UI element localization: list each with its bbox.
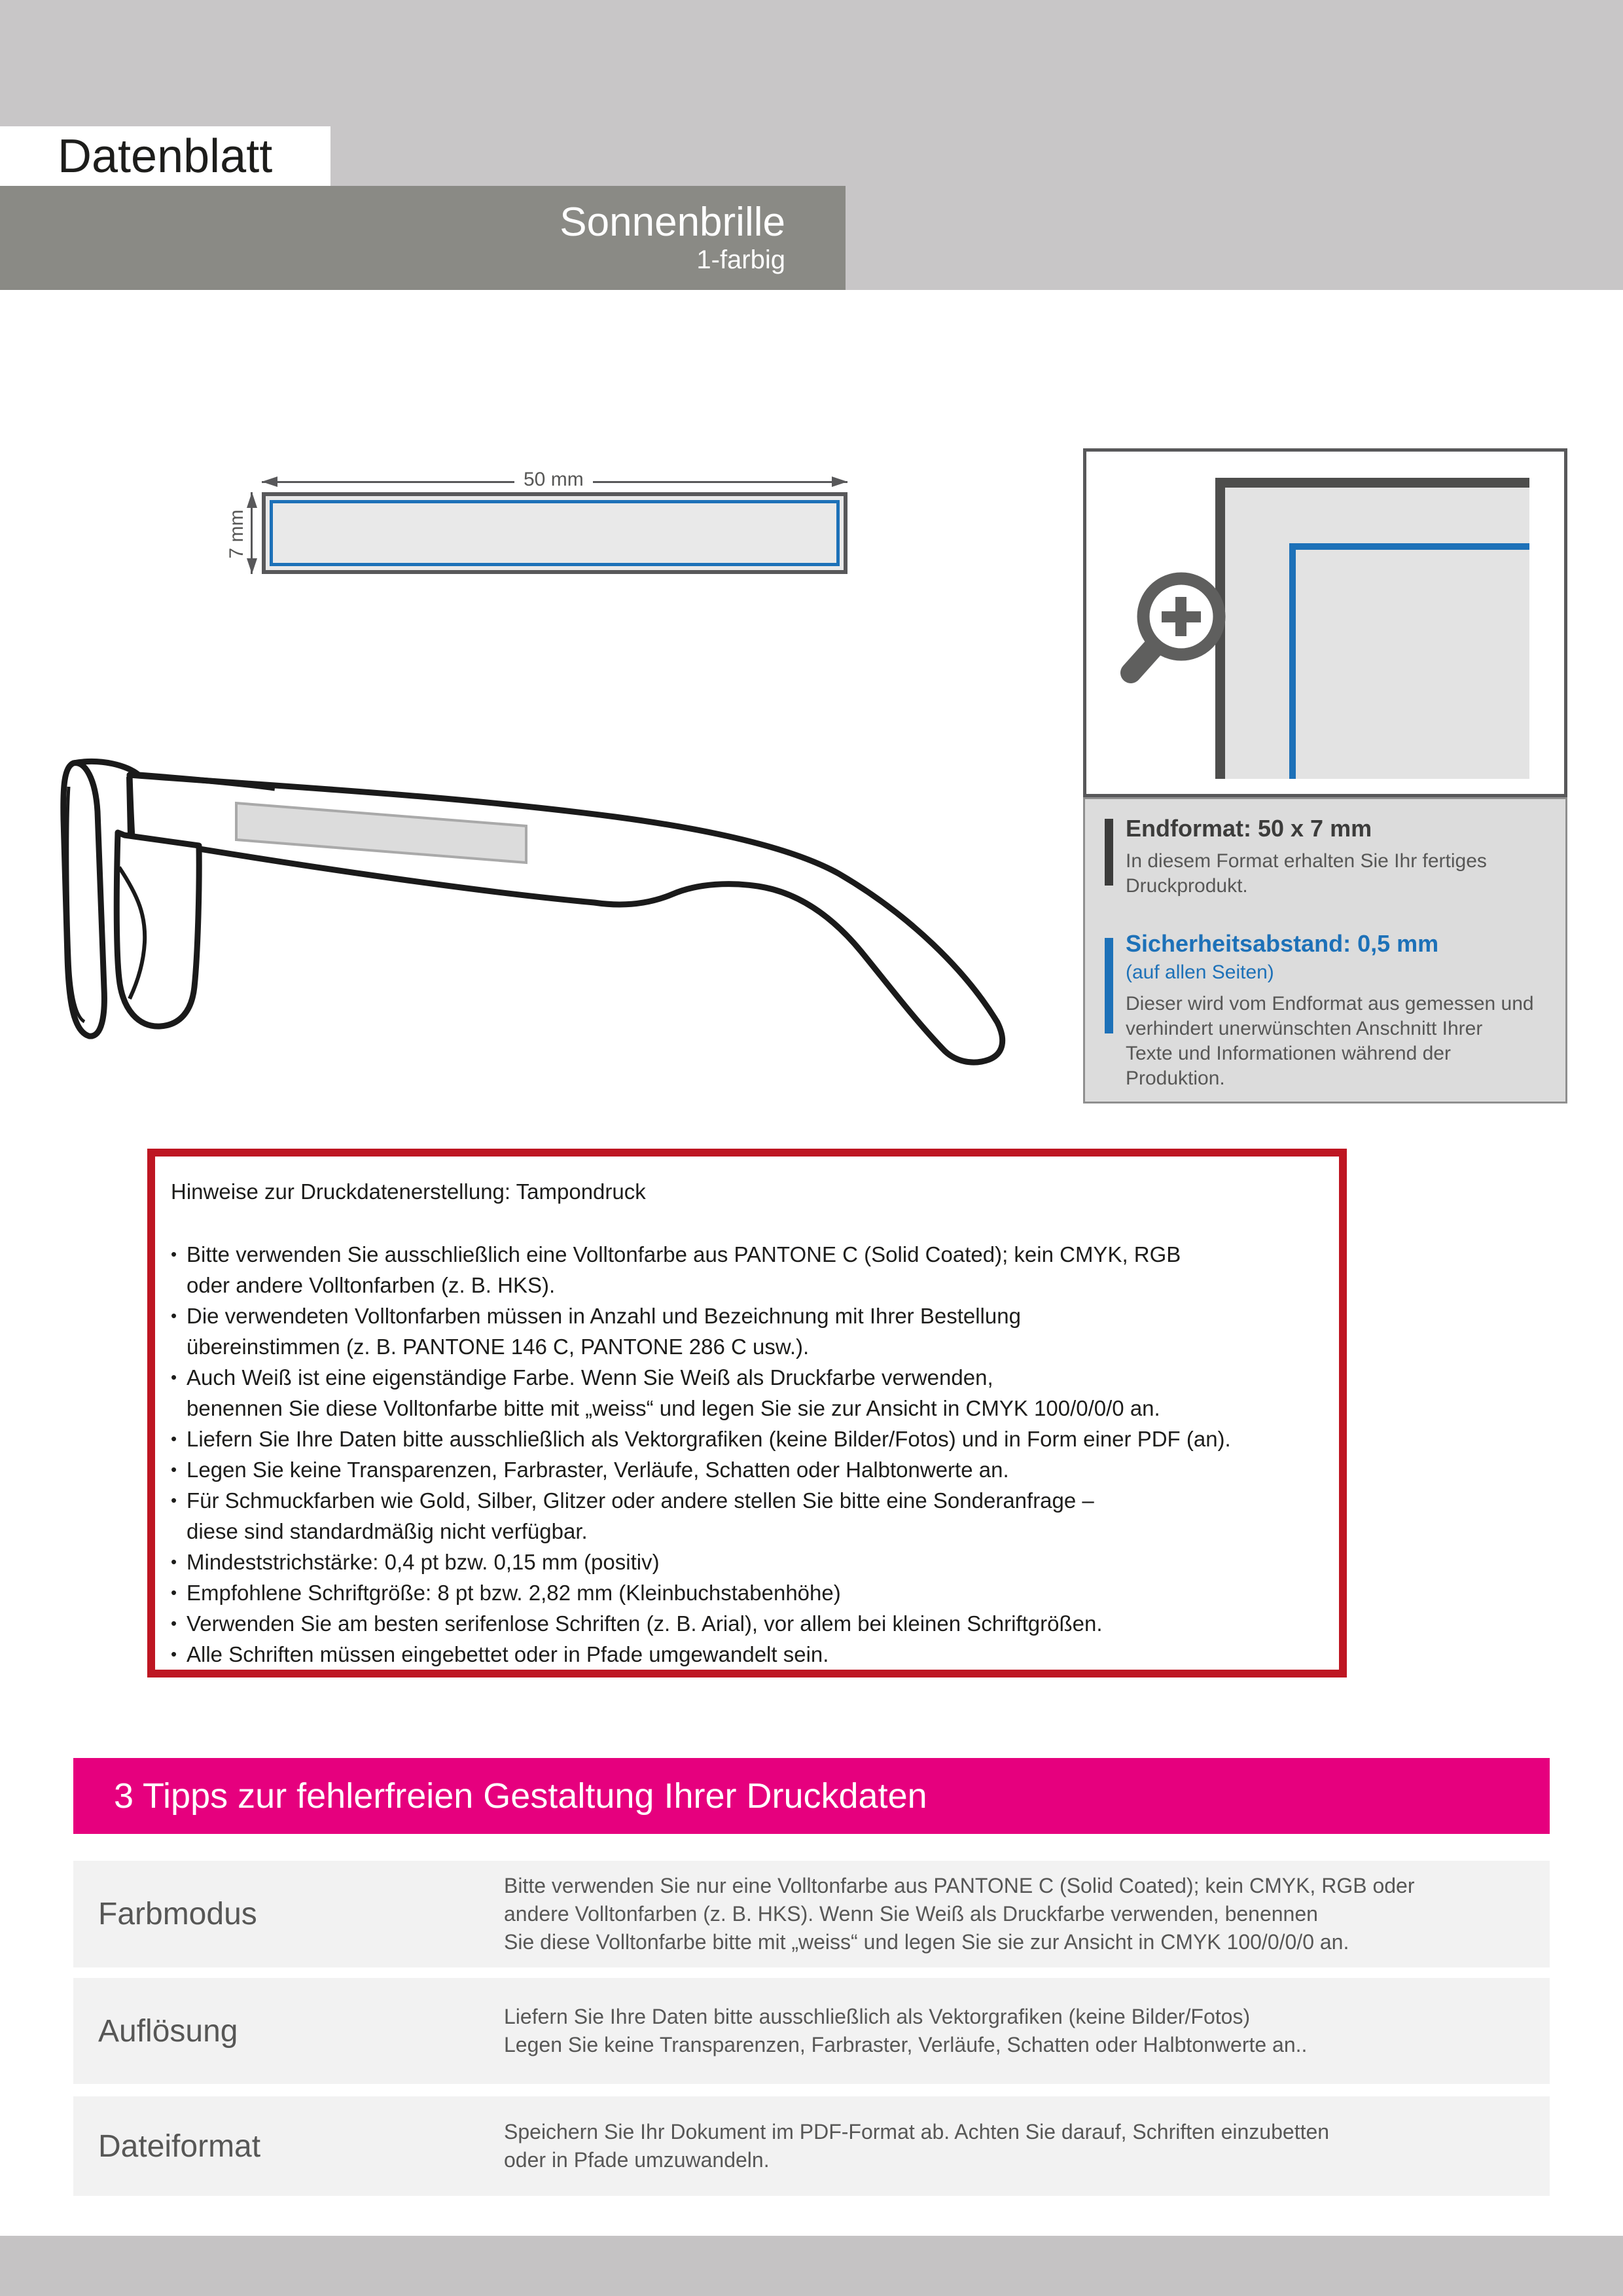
note-text: benennen Sie diese Volltonfarbe bitte mit „weiss“ und legen Sie sie zur Ansicht in CMYK 100/0/0/0 an. (187, 1396, 1160, 1420)
note-text: übereinstimmen (z. B. PANTONE 146 C, PANTONE 286 C usw.). (187, 1335, 810, 1359)
note-text: Liefern Sie Ihre Daten bitte ausschließlich als Vektorgrafiken (keine Bilder/Fotos) und in Form einer PDF (an). (187, 1427, 1231, 1451)
arrow-left-icon (262, 476, 277, 487)
preview-format-edge-horizontal (1215, 478, 1529, 488)
tip-label: Auflösung (98, 2013, 238, 2049)
note-line (171, 1239, 1319, 1270)
note-line (171, 1393, 1319, 1424)
note-line (171, 1270, 1319, 1300)
bullet-glyph: • (171, 1552, 177, 1571)
tip-description-line: andere Volltonfarben (z. B. HKS). Wenn Sie Weiß als Druckfarbe verwenden, benennen (504, 1902, 1318, 1926)
tip-description-line: Bitte verwenden Sie nur eine Volltonfarbe aus PANTONE C (Solid Coated); kein CMYK, RGB oder (504, 1874, 1415, 1897)
hinge-line (129, 777, 130, 836)
note-line (171, 1639, 1319, 1670)
safety-description-line: Texte und Informationen während der (1126, 1043, 1451, 1064)
doc-type-label: Datenblatt (58, 130, 273, 183)
note-text: Alle Schriften müssen eingebettet oder in Pfade umgewandelt sein. (187, 1642, 829, 1666)
safety-description (1126, 992, 1534, 1091)
arrow-up-icon (247, 492, 257, 508)
tip-description-line: Legen Sie keine Transparenzen, Farbraster, Verläufe, Schatten oder Halbtonwerte an.. (504, 2033, 1308, 2056)
note-text: diese sind standardmäßig nicht verfügbar. (187, 1519, 588, 1543)
tip-description-line: Speichern Sie Ihr Dokument im PDF-Format ab. Achten Sie darauf, Schriften einzubetten (504, 2120, 1330, 2144)
endformat-description (1126, 849, 1487, 899)
product-title: Sonnenbrille (560, 199, 785, 245)
note-text: oder andere Volltonfarben (z. B. HKS). (187, 1273, 556, 1297)
endformat-description-line: In diesem Format erhalten Sie Ihr fertiges (1126, 850, 1487, 872)
note-line (171, 1362, 1319, 1393)
note-text: Die verwendeten Volltonfarben müssen in Anzahl und Bezeichnung mit Ihrer Bestellung (187, 1304, 1021, 1328)
note-line (171, 1516, 1319, 1547)
note-line (171, 1424, 1319, 1454)
note-line (171, 1608, 1319, 1639)
doc-type-box (0, 126, 330, 186)
note-text: Auch Weiß ist eine eigenständige Farbe. Wenn Sie Weiß als Druckfarbe verwenden, (187, 1365, 993, 1390)
height-dimension-label: 7 mm (226, 509, 247, 559)
notes-title: Hinweise zur Druckdatenerstellung: Tampondruck (171, 1179, 646, 1204)
print-data-notes-box (147, 1149, 1347, 1677)
bullet-glyph: • (171, 1583, 177, 1602)
bullet-glyph: • (171, 1644, 177, 1664)
note-text: Für Schmuckfarben wie Gold, Silber, Glitzer oder andere stellen Sie bitte eine Sonderanfrage – (187, 1488, 1094, 1513)
arrow-right-icon (832, 476, 847, 487)
endformat-description-line: Druckprodukt. (1126, 875, 1248, 897)
sunglasses-drawing (39, 740, 1099, 1106)
tip-description (504, 2003, 1307, 2059)
zoom-preview-box (1083, 448, 1567, 797)
tip-row-dateiformat (73, 2096, 1550, 2196)
note-text: Legen Sie keine Transparenzen, Farbraster, Verläufe, Schatten oder Halbtonwerte an. (187, 1458, 1009, 1482)
tip-description-line: Sie diese Volltonfarbe bitte mit „weiss“ und legen Sie sie zur Ansicht in CMYK 100/0/0/0 an. (504, 1930, 1349, 1954)
bullet-glyph: • (171, 1244, 177, 1264)
tips-banner-title: 3 Tipps zur fehlerfreien Gestaltung Ihrer Druckdaten (114, 1776, 927, 1816)
note-text: Mindeststrichstärke: 0,4 pt bzw. 0,15 mm (positiv) (187, 1550, 660, 1574)
note-line (171, 1577, 1319, 1608)
note-text: Empfohlene Schriftgröße: 8 pt bzw. 2,82 mm (Kleinbuchstabenhöhe) (187, 1581, 841, 1605)
arrow-down-icon (247, 558, 257, 574)
note-line (171, 1485, 1319, 1516)
note-line (171, 1454, 1319, 1485)
width-dimension-label: 50 mm (514, 469, 593, 491)
safety-subtitle: (auf allen Seiten) (1126, 961, 1274, 983)
preview-format-fill (1225, 488, 1529, 779)
tips-banner (73, 1758, 1550, 1834)
safety-margin-rectangle (270, 500, 840, 566)
tip-row-farbmodus (73, 1861, 1550, 1967)
preview-safety-edge-vertical (1289, 543, 1296, 779)
tip-description (504, 1872, 1414, 1956)
tip-label: Farbmodus (98, 1897, 257, 1931)
footer-band (0, 2236, 1623, 2296)
product-header-bar (0, 186, 846, 290)
endformat-accent-bar (1105, 819, 1113, 886)
bullet-glyph: • (171, 1306, 177, 1325)
safety-description-line: Produktion. (1126, 1067, 1225, 1089)
tip-row-aufloesung (73, 1978, 1550, 2084)
bullet-glyph: • (171, 1460, 177, 1479)
tip-description-line: oder in Pfade umzuwandeln. (504, 2148, 770, 2172)
bullet-glyph: • (171, 1367, 177, 1387)
tip-description-line: Liefern Sie Ihre Daten bitte ausschließlich als Vektorgrafiken (keine Bilder/Fotos) (504, 2005, 1251, 2028)
safety-description-line: verhindert unerwünschten Anschnitt Ihrer (1126, 1018, 1483, 1039)
bullet-glyph: • (171, 1429, 177, 1448)
note-text: Verwenden Sie am besten serifenlose Schriften (z. B. Arial), vor allem bei kleinen Schriftgrößen. (187, 1611, 1103, 1636)
product-variant: 1-farbig (696, 245, 785, 274)
note-line (171, 1547, 1319, 1577)
note-line (171, 1331, 1319, 1362)
safety-title: Sicherheitsabstand: 0,5 mm (1126, 930, 1439, 957)
tip-label: Dateiformat (98, 2128, 261, 2164)
safety-description-line: Dieser wird vom Endformat aus gemessen und (1126, 993, 1534, 1014)
tip-description (504, 2118, 1329, 2174)
format-info-box (1083, 797, 1567, 1103)
endformat-title: Endformat: 50 x 7 mm (1126, 815, 1372, 842)
safety-accent-bar (1105, 938, 1113, 1033)
bullet-glyph: • (171, 1613, 177, 1633)
bullet-glyph: • (171, 1490, 177, 1510)
zoom-in-icon (1113, 563, 1250, 700)
preview-safety-edge-horizontal (1289, 543, 1529, 550)
note-line (171, 1300, 1319, 1331)
notes-list (171, 1239, 1319, 1670)
note-text: Bitte verwenden Sie ausschließlich eine Volltonfarbe aus PANTONE C (Solid Coated); kein CMYK, RGB (187, 1242, 1181, 1266)
